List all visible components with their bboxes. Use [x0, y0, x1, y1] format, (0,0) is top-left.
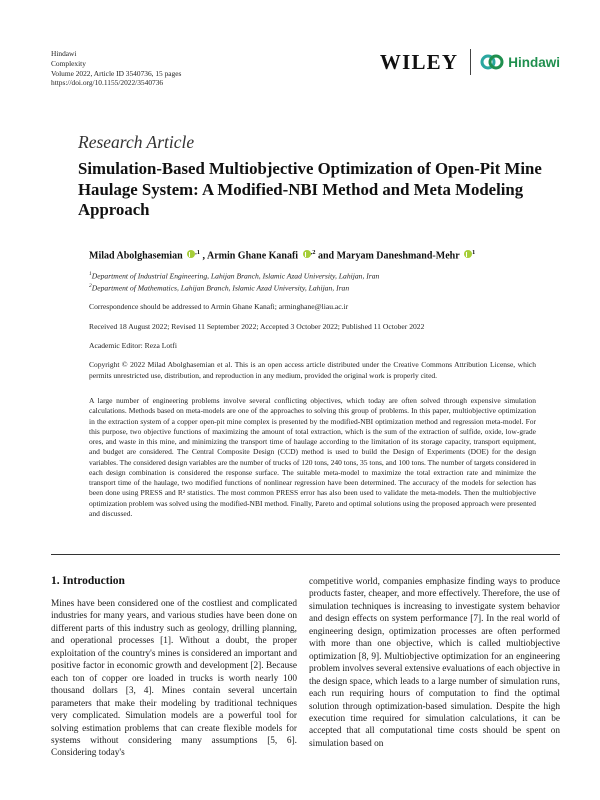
journal-doi-link[interactable]: https://doi.org/10.1155/2022/3540736 — [51, 78, 164, 88]
affiliation-number: 1 — [89, 271, 92, 277]
body-column-right: competitive world, companies emphasize finding ways to produce products faster, cheaper, and more effectively. Therefore, the use of simulation techniques is increasing to investigate system behavior and design effects on system performance [7]. In the real world of engineering design, optimization processes are often performed with more than one objective, which is called multiobjective optimization [8, 9]. Multiobjective optimization for an engineering problem involves several extensive evaluations of each objective in the design space, which leads to a large number of simulation runs, each run requiring hours of computation to find the optimal solution through optimization-based simulation. Despite the high execution time required for simulation calculations, it can be accepted that all computational time costs should be spent on simulation based on — [309, 577, 560, 749]
orcid-icon[interactable] — [187, 250, 195, 258]
hindawi-linked-rings-icon — [480, 53, 504, 71]
body-column-left: Mines have been considered one of the costliest and complicated industries for many years, and various studies have been done on different parts of this industry such as geology, drilling planning, and operational processes [1]. Without a doubt, the proper exploitation of the country's mines is considered an important and positive factor in economic growth and development [2]. Because each ton of copper ore loaded in trucks is worth nearly 100 thousand dollars [3, 4]. Mines contain several uncertain parameters that make their modeling by traditional techniques very complicated. Simulation models are a powerful tool for solving estimation problems that can create flexible models for systems without considering many assumptions [5, 6]. Considering today's — [51, 599, 297, 759]
abstract: A large number of engineering problems involve several conflicting objectives, which today are often solved through expensive simulation calculations. Methods based on meta-models are one of the approaches to solving this group of problems. In this paper, multiobjective optimization in the extraction system of a copper open-pit mine complex is presented by the modified-NBI optimization method and regression meta-model. For this purpose, two objective functions of maximizing the amount of total extraction, which is the sum of the extraction of sulfide, oxide, low-grade ores, and waste in this mine, and minimizing the transport time of haulage according to the limitation of its storage capacity, transport equipment, and budget are considered. The Central Composite Design (CCD) method is used to build the Design of Experiments (DOE) for the design variables. The considered design variables are the number of trucks of 120 tons, 240 tons, 35 tons, and 100 tons. The number of targets considered in each design combination is considered the response surface. The suitable meta-model to maximize the total extraction rate and minimize the transport time of the haulage, two modified functions of nonlinear regression have been determined. The accuracy of the models for selection has been done using PRESS and R² statistics. The most common PRESS error has also been used to validate the meta-models. Then the multiobjective optimization problem was solved using the modified-NBI method. Finally, Pareto and optimal solutions using the proposed approach were presented and discussed. — [89, 396, 536, 518]
author-list — [89, 249, 475, 261]
affiliation-text: Department of Mathematics, Lahijan Branch, Islamic Azad University, Lahijan, Iran — [91, 283, 350, 293]
journal-publisher: Hindawi — [51, 49, 77, 58]
author-separator: , — [202, 250, 207, 262]
author-affiliation-marker: ,1 — [195, 249, 201, 256]
orcid-icon[interactable] — [303, 250, 311, 258]
journal-name: Complexity — [51, 58, 86, 68]
academic-editor: Academic Editor: Reza Lotfi — [89, 341, 177, 350]
logo-divider — [470, 49, 471, 75]
article-title: Simulation-Based Multiobjective Optimization of Open-Pit Mine Haulage System: A Modified-NBI Method and Meta Modeling Approach — [78, 159, 542, 219]
author-name[interactable]: Armin Ghane Kanafi — [206, 250, 299, 262]
affiliation-text: Department of Industrial Engineering, Lahijan Branch, Islamic Azad University, Lahijan, Iran — [91, 271, 380, 281]
journal-metadata — [51, 49, 181, 88]
hindawi-logo-text: Hindawi — [508, 54, 560, 70]
affiliation-2 — [89, 283, 349, 293]
author-name[interactable]: and Maryam Daneshmand-Mehr — [317, 250, 460, 262]
section-heading: 1. Introduction — [51, 575, 125, 587]
publisher-logos — [380, 49, 560, 75]
orcid-icon[interactable] — [464, 250, 472, 258]
author-affiliation-marker: 1 — [471, 249, 476, 256]
journal-volume: Volume 2022, Article ID 3540736, 15 pages — [51, 68, 182, 78]
author-name[interactable]: Milad Abolghasemian — [89, 250, 183, 262]
author-affiliation-marker: ,2 — [310, 249, 316, 256]
article-dates: Received 18 August 2022; Revised 11 September 2022; Accepted 3 October 2022; Published 11 October 2022 — [89, 322, 425, 331]
section-divider — [51, 554, 560, 555]
copyright-notice: Copyright © 2022 Milad Abolghasemian et al. This is an open access article distributed under the Creative Commons Attribution License, which permits unrestricted use, distribution, and reproduction in any medium, provided the original work is properly cited. — [89, 360, 536, 380]
wiley-logo: WILEY — [379, 49, 459, 74]
affiliation-1 — [89, 271, 379, 281]
correspondence: Correspondence should be addressed to Armin Ghane Kanafi; arminghane@liau.ac.ir — [89, 302, 349, 311]
affiliation-number: 2 — [89, 283, 92, 289]
article-type: Research Article — [78, 132, 195, 152]
